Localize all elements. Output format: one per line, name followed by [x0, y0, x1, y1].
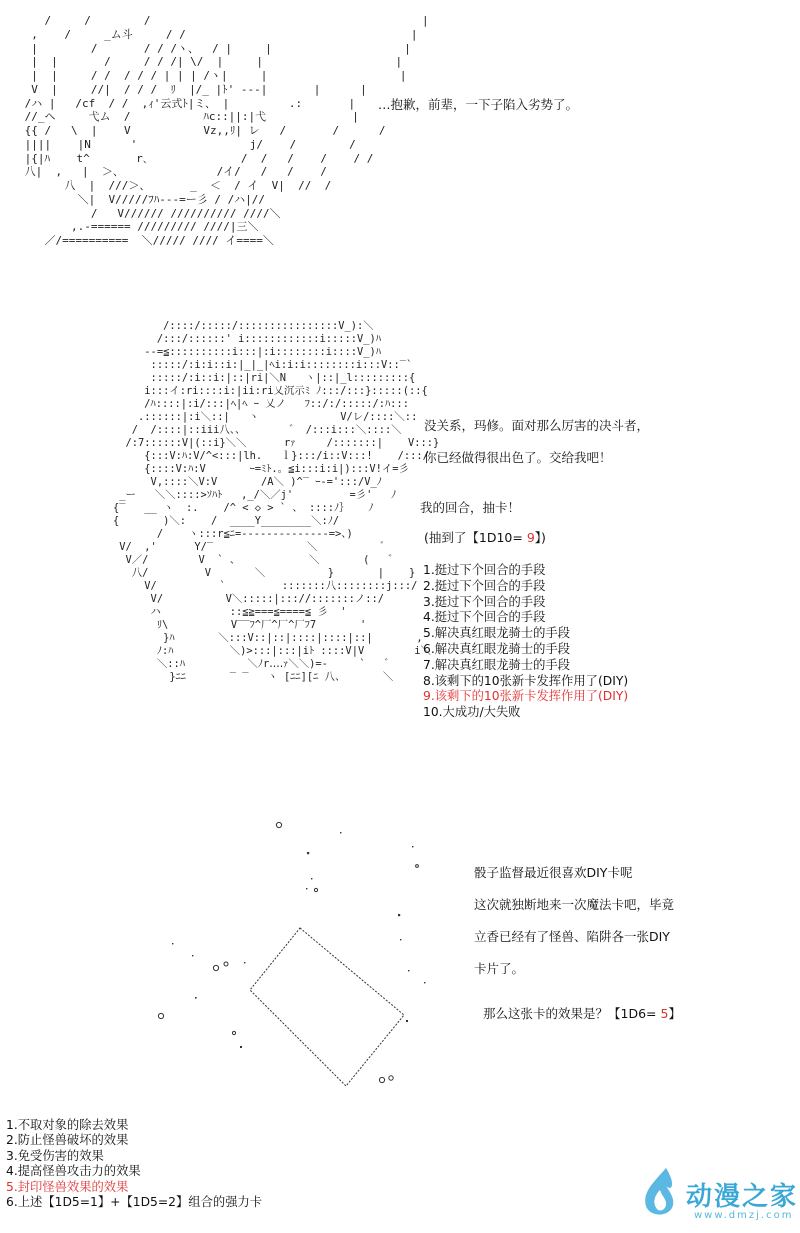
list-item: 6.上述【1D5=1】+【1D5=2】组合的强力卡 — [6, 1195, 263, 1210]
flame-drop-icon — [636, 1166, 684, 1218]
roll-value: 9 — [526, 530, 535, 545]
ascii-art-ritsuka-panel: /::::/:::::/::::::::::::::::V_):＼ /:::/::::::' i::::::::::::i:::::V_)ﾊ --=≦::::::::::i:::|:i::::::::i::::V_)ﾊ :::::/:i:i::i:|_|_|ﾍi:i:i::::::::i:::V::‾` :::::/:i::i:|::|ri|＼N ヽ|::|_l:::::::::{ i:::イ:ri::::i:|ii:ri乂沉示ﾐ ﾉ:::/:::}:::::(::{ /ﾊ::::|:i/:::|ﾍ|ﾍ ｰ 乂ノ ﾌ::/:/:::::/:ﾊ::: .::::::|:i＼::| ヽ V/レ/::::＼:: / /::::|::iii八、、 ゛ /:::i:::＼::::＼ /:7::::::V|(::i}＼＼ rｧ /:::::::| V:::} {:::V:ﾊ:V/^<:::|lh. ｌ}:::/i::V:::! /:::/ {::::V:ﾊ:V ｰ=ﾐﾄ.。≦i:::i:i|):::V!イ=彡 V,::::＼V:V /A＼ )^‾ ｰ-=':::/V_ﾉ _ー ＼＼::::>ｿﾊﾄ ,_/＼／j' =彡' ﾉ {‾ __ ヽ :. /^ < ◇ > ` 、 ::::ﾉ｝ ﾉ { )＼: / ____Y________＼:ﾉ/ / ヽ:::r≦ﾆ=--------------=>、) V/ ,' Y/‾ ＼ ゛ V／/ V ` 、 ＼ ( ゛ 八/ V ＼ } | } V/ ` :::::::八::::::::j:::/ V/ V＼:::::|::://:::::::ノ::/ ハ ::≦≧===≦====≦ 彡 ' ﾘ\ V‾‾ﾌ^厂^厂^厂ﾌ7 ' }ﾊ ＼:::V::|::|::::|::::|::| , ﾉ:ﾊ ＼)>:::|:::|iﾄ ::::V|V i＼ ＼::ﾊ ＼ﾉr‥‥ｧ＼＼)=- ` ゛ }ﾆﾆ ‾ ‾ ヽ [ﾆﾆ][ﾆ 八、 ＼ — [113, 320, 440, 683]
dialog-ritsuka-line2: 你已经做得很出色了。交给我吧！ — [424, 450, 612, 465]
watermark-url: www.dmzj.com — [694, 1210, 794, 1221]
list-item: 1.不取对象的除去效果 — [6, 1118, 129, 1132]
roll-value: 5 — [660, 1006, 669, 1021]
list-item-selected: 5.封印怪兽效果的效果 — [6, 1179, 129, 1194]
watermark-title: 动漫之家 — [686, 1182, 799, 1212]
roll-prefix: 那么这张卡的效果是？【1D6= — [483, 1006, 661, 1021]
list-item: 7.解决真红眼龙骑士的手段 — [423, 657, 570, 672]
list-item: 6.解决真红眼龙骑士的手段 — [423, 641, 570, 656]
paragraph-line: 卡片了。 — [474, 961, 525, 976]
paragraph-line: 骰子监督最近很喜欢DIY卡呢 — [474, 865, 633, 880]
roll-suffix: 】) — [534, 530, 546, 545]
sparkle-dots — [158, 822, 418, 1082]
card-outline — [250, 928, 404, 1086]
dice-roll-effect — [483, 1006, 681, 1022]
list-item: 2.防止怪兽破坏的效果 — [6, 1133, 129, 1148]
list-item: 4.挺过下个回合的手段 — [423, 610, 546, 625]
list-item: 3.挺过下个回合的手段 — [423, 594, 546, 609]
list-item: 10.大成功/大失败 — [423, 705, 521, 720]
sparkle-specks — [172, 832, 430, 1048]
list-item: 1.挺过下个回合的手段 — [423, 563, 546, 577]
list-item: 5.解决真红眼龙骑士的手段 — [423, 626, 570, 641]
list-item: 8.该剩下的10张新卡发挥作用了(DIY) — [423, 673, 629, 688]
dialog-ritsuka-line1: 没关系，玛修。面对那么厉害的决斗者， — [424, 418, 650, 433]
draw-options-list — [423, 563, 628, 721]
roll-suffix: 】 — [668, 1006, 681, 1021]
dice-roll-draw — [424, 530, 546, 546]
paragraph-line: 立香已经有了怪兽、陷阱各一张DIY — [474, 929, 670, 944]
list-item: 4.提高怪兽攻击力的效果 — [6, 1164, 141, 1179]
ascii-art-mashu-panel: / / / | , / _ム斗 / / | | / / / /ヽ、 / | | | | | / / / /| \/ | | | | | / / / / / | | | /ヽ| | | V | //| / / / ﾘ |/_ |ﾄ' ---| | | /ハ | /cf / / ,ｨ'云式ﾄ|ミ、 | .: | //_ヘ 弋ム / ﾊc::||:|弋 | {{ / \ | V Vz,,ﾘ| レ / / / |||| |N ' j/ / / |{|ﾊ t^ r､ / / / / / / 八| , | ＞、 /イ/ / / / 八 | ///＞、 _ ＜ / イ V| // / ＼| V/////ﾌﾊ---=ー彡 / /ハ|// / V////// ////////// ////＼ ,.-====== ///////// ////|三＼ ／/========== ＼///// //// イ====＼ — [24, 14, 429, 247]
dice-supervisor-paragraph — [474, 864, 674, 992]
dialog-mashu-apology: …抱歉，前辈，一下子陷入劣势了。 — [378, 97, 579, 112]
list-item: 2.挺过下个回合的手段 — [423, 578, 546, 593]
card-illustration — [150, 810, 430, 1090]
paragraph-line: 这次就独断地来一次魔法卡吧，毕竟 — [474, 897, 675, 912]
effect-options-list — [6, 1118, 262, 1210]
roll-prefix: (抽到了【1D10= — [424, 530, 527, 545]
list-item-selected: 9.该剩下的10张新卡发挥作用了(DIY) — [423, 689, 629, 704]
dialog-my-turn: 我的回合，抽卡！ — [420, 500, 521, 515]
list-item: 3.免受伤害的效果 — [6, 1148, 104, 1163]
